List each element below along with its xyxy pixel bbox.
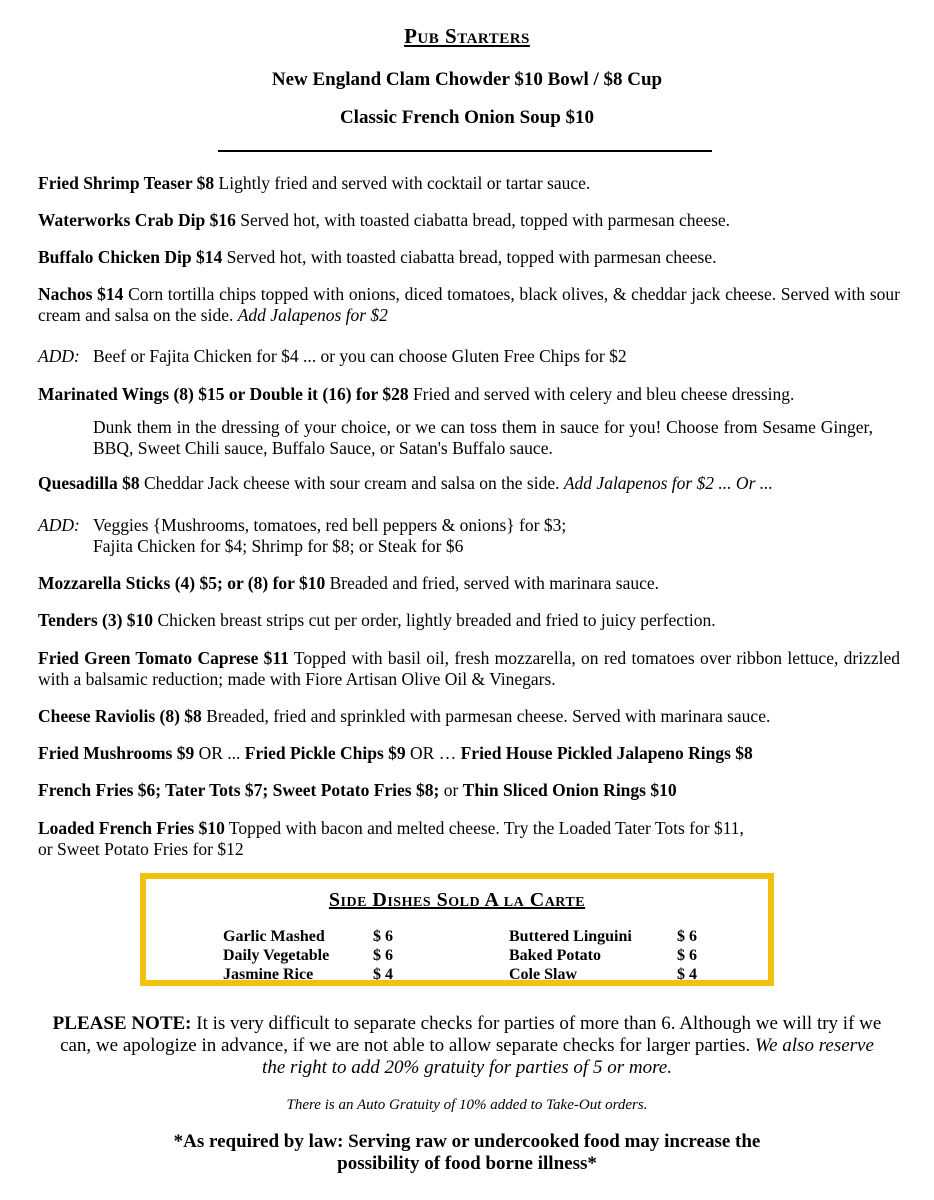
add-line-2: Fajita Chicken for $4; Shrimp for $8; or Steak for $6 xyxy=(93,536,464,556)
legal-warning xyxy=(0,1131,934,1175)
menu-item-mozzarella xyxy=(38,573,900,594)
soup-clam-chowder: New England Clam Chowder $10 Bowl / $8 Cup xyxy=(271,69,663,90)
side-price: $ 6 xyxy=(677,928,697,945)
nachos-add-on xyxy=(38,346,900,367)
side-price: $ 4 xyxy=(373,966,393,983)
menu-item-crab-dip xyxy=(38,210,900,231)
page-title: Pub Starters xyxy=(404,24,530,48)
side-row xyxy=(509,927,717,946)
item-name-pickle-chips: Fried Pickle Chips $9 xyxy=(244,743,406,763)
side-price: $ 6 xyxy=(677,947,697,964)
side-row xyxy=(223,965,413,984)
side-name: Daily Vegetable xyxy=(223,947,330,964)
item-name: Fried Shrimp Teaser $8 xyxy=(38,173,215,193)
menu-item-loaded-fries xyxy=(38,818,900,860)
item-desc: Fried and served with celery and bleu cheese dressing. xyxy=(408,384,795,404)
item-sep: or xyxy=(439,780,463,800)
menu-item-wings xyxy=(38,384,900,405)
item-name: Buffalo Chicken Dip $14 xyxy=(38,247,223,267)
item-sep: OR … xyxy=(405,743,461,763)
side-name: Cole Slaw xyxy=(509,966,577,983)
divider-rule xyxy=(218,150,712,152)
note-text: It is very difficult to separate checks for parties of more than 6. Although we will try if we can, we apologize in advance, if we are not able to allow separate checks for larger parties. xyxy=(60,1013,882,1056)
side-dishes-title: Side Dishes Sold A la Carte xyxy=(328,889,586,911)
item-name: Fried Green Tomato Caprese $11 xyxy=(38,648,289,668)
item-desc: Topped with bacon and melted cheese. Try the Loaded Tater Tots for $11, xyxy=(224,818,744,838)
item-name: Loaded French Fries $10 xyxy=(38,818,225,838)
law-line-2: possibility of food borne illness* xyxy=(337,1153,597,1174)
item-extra: Add Jalapenos for $2 ... Or ... xyxy=(563,473,773,493)
side-name: Garlic Mashed xyxy=(223,928,325,945)
item-name: Marinated Wings (8) $15 or Double it (16) for $28 xyxy=(38,384,409,404)
item-desc: Served hot, with toasted ciabatta bread, topped with parmesan cheese. xyxy=(222,247,717,267)
menu-item-fried-trio xyxy=(38,743,900,764)
note-gratuity: We also reserve the right to add 20% gratuity for parties of 5 or more. xyxy=(262,1035,874,1078)
side-dishes-right-column xyxy=(509,927,717,984)
item-desc: Served hot, with toasted ciabatta bread, topped with parmesan cheese. xyxy=(235,210,731,230)
item-name: Cheese Raviolis (8) $8 xyxy=(38,706,202,726)
add-line-1: Veggies {Mushrooms, tomatoes, red bell peppers & onions} for $3; xyxy=(93,515,567,535)
item-name: Waterworks Crab Dip $16 xyxy=(38,210,236,230)
item-desc: Breaded, fried and sprinkled with parmesan cheese. Served with marinara sauce. xyxy=(201,706,771,726)
item-name-jalapeno-rings: Fried House Pickled Jalapeno Rings $8 xyxy=(460,743,753,763)
side-name: Jasmine Rice xyxy=(223,966,314,983)
item-name: Tenders (3) $10 xyxy=(38,610,154,630)
item-desc: Lightly fried and served with cocktail or tartar sauce. xyxy=(214,173,591,193)
menu-item-fries xyxy=(38,780,900,801)
item-extra: Add Jalapenos for $2 xyxy=(237,305,388,325)
item-desc: Cheddar Jack cheese with sour cream and salsa on the side. xyxy=(139,473,564,493)
quesadilla-add-on xyxy=(38,515,900,557)
side-row xyxy=(509,965,717,984)
side-name: Baked Potato xyxy=(509,947,601,964)
menu-item-tenders xyxy=(38,610,900,631)
item-name-onion-rings: Thin Sliced Onion Rings $10 xyxy=(462,780,677,800)
menu-item-caprese xyxy=(38,648,900,690)
item-name-fries: French Fries $6; Tater Tots $7; Sweet Potato Fries $8; xyxy=(38,780,440,800)
item-name: Nachos $14 xyxy=(38,284,124,304)
menu-item-shrimp xyxy=(38,173,900,194)
side-name: Buttered Linguini xyxy=(509,928,632,945)
item-name: Quesadilla $8 xyxy=(38,473,140,493)
side-dishes-box xyxy=(140,873,774,986)
menu-item-ravioli xyxy=(38,706,900,727)
side-row xyxy=(223,946,413,965)
item-desc: Breaded and fried, served with marinara sauce. xyxy=(325,573,660,593)
side-row xyxy=(223,927,413,946)
add-label: ADD: xyxy=(38,515,80,535)
side-dishes-left-column xyxy=(223,927,413,984)
wings-sauce-note: Dunk them in the dressing of your choice, or we can toss them in sauce for you! Choose from Sesame Ginger, BBQ, Sweet Chili sauce, Buffalo Sauce, or Satan's Buffalo sauce. xyxy=(93,417,873,458)
item-sep: OR ... xyxy=(194,743,245,763)
add-label: ADD: xyxy=(38,346,80,366)
item-name-mushrooms: Fried Mushrooms $9 xyxy=(38,743,195,763)
side-price: $ 6 xyxy=(373,928,393,945)
menu-item-quesadilla xyxy=(38,473,900,494)
please-note xyxy=(50,1013,884,1079)
menu-item-buffalo-dip xyxy=(38,247,900,268)
item-desc: Corn tortilla chips topped with onions, diced tomatoes, black olives, & cheddar jack cheese. Served with sour cream and salsa on the side. xyxy=(38,284,900,325)
side-row xyxy=(509,946,717,965)
law-line-1: *As required by law: Serving raw or undercooked food may increase the xyxy=(173,1131,761,1152)
menu-item-nachos xyxy=(38,284,900,326)
item-desc-line-2: or Sweet Potato Fries for $12 xyxy=(38,839,244,859)
side-price: $ 4 xyxy=(677,966,697,983)
item-desc: Topped with basil oil, fresh mozzarella, on red tomatoes over ribbon lettuce, drizzled with a balsamic reduction; made with Fiore Artisan Olive Oil & Vinegars. xyxy=(38,648,900,689)
soup-french-onion: Classic French Onion Soup $10 xyxy=(339,107,595,128)
note-label: PLEASE NOTE: xyxy=(52,1013,192,1034)
item-desc: Chicken breast strips cut per order, lightly breaded and fried to juicy perfection. xyxy=(153,610,716,630)
side-price: $ 6 xyxy=(373,947,393,964)
auto-gratuity-note: There is an Auto Gratuity of 10% added to Take-Out orders. xyxy=(286,1097,648,1113)
item-name: Mozzarella Sticks (4) $5; or (8) for $10 xyxy=(38,573,326,593)
add-text: Beef or Fajita Chicken for $4 ... or you can choose Gluten Free Chips for $2 xyxy=(93,346,627,366)
